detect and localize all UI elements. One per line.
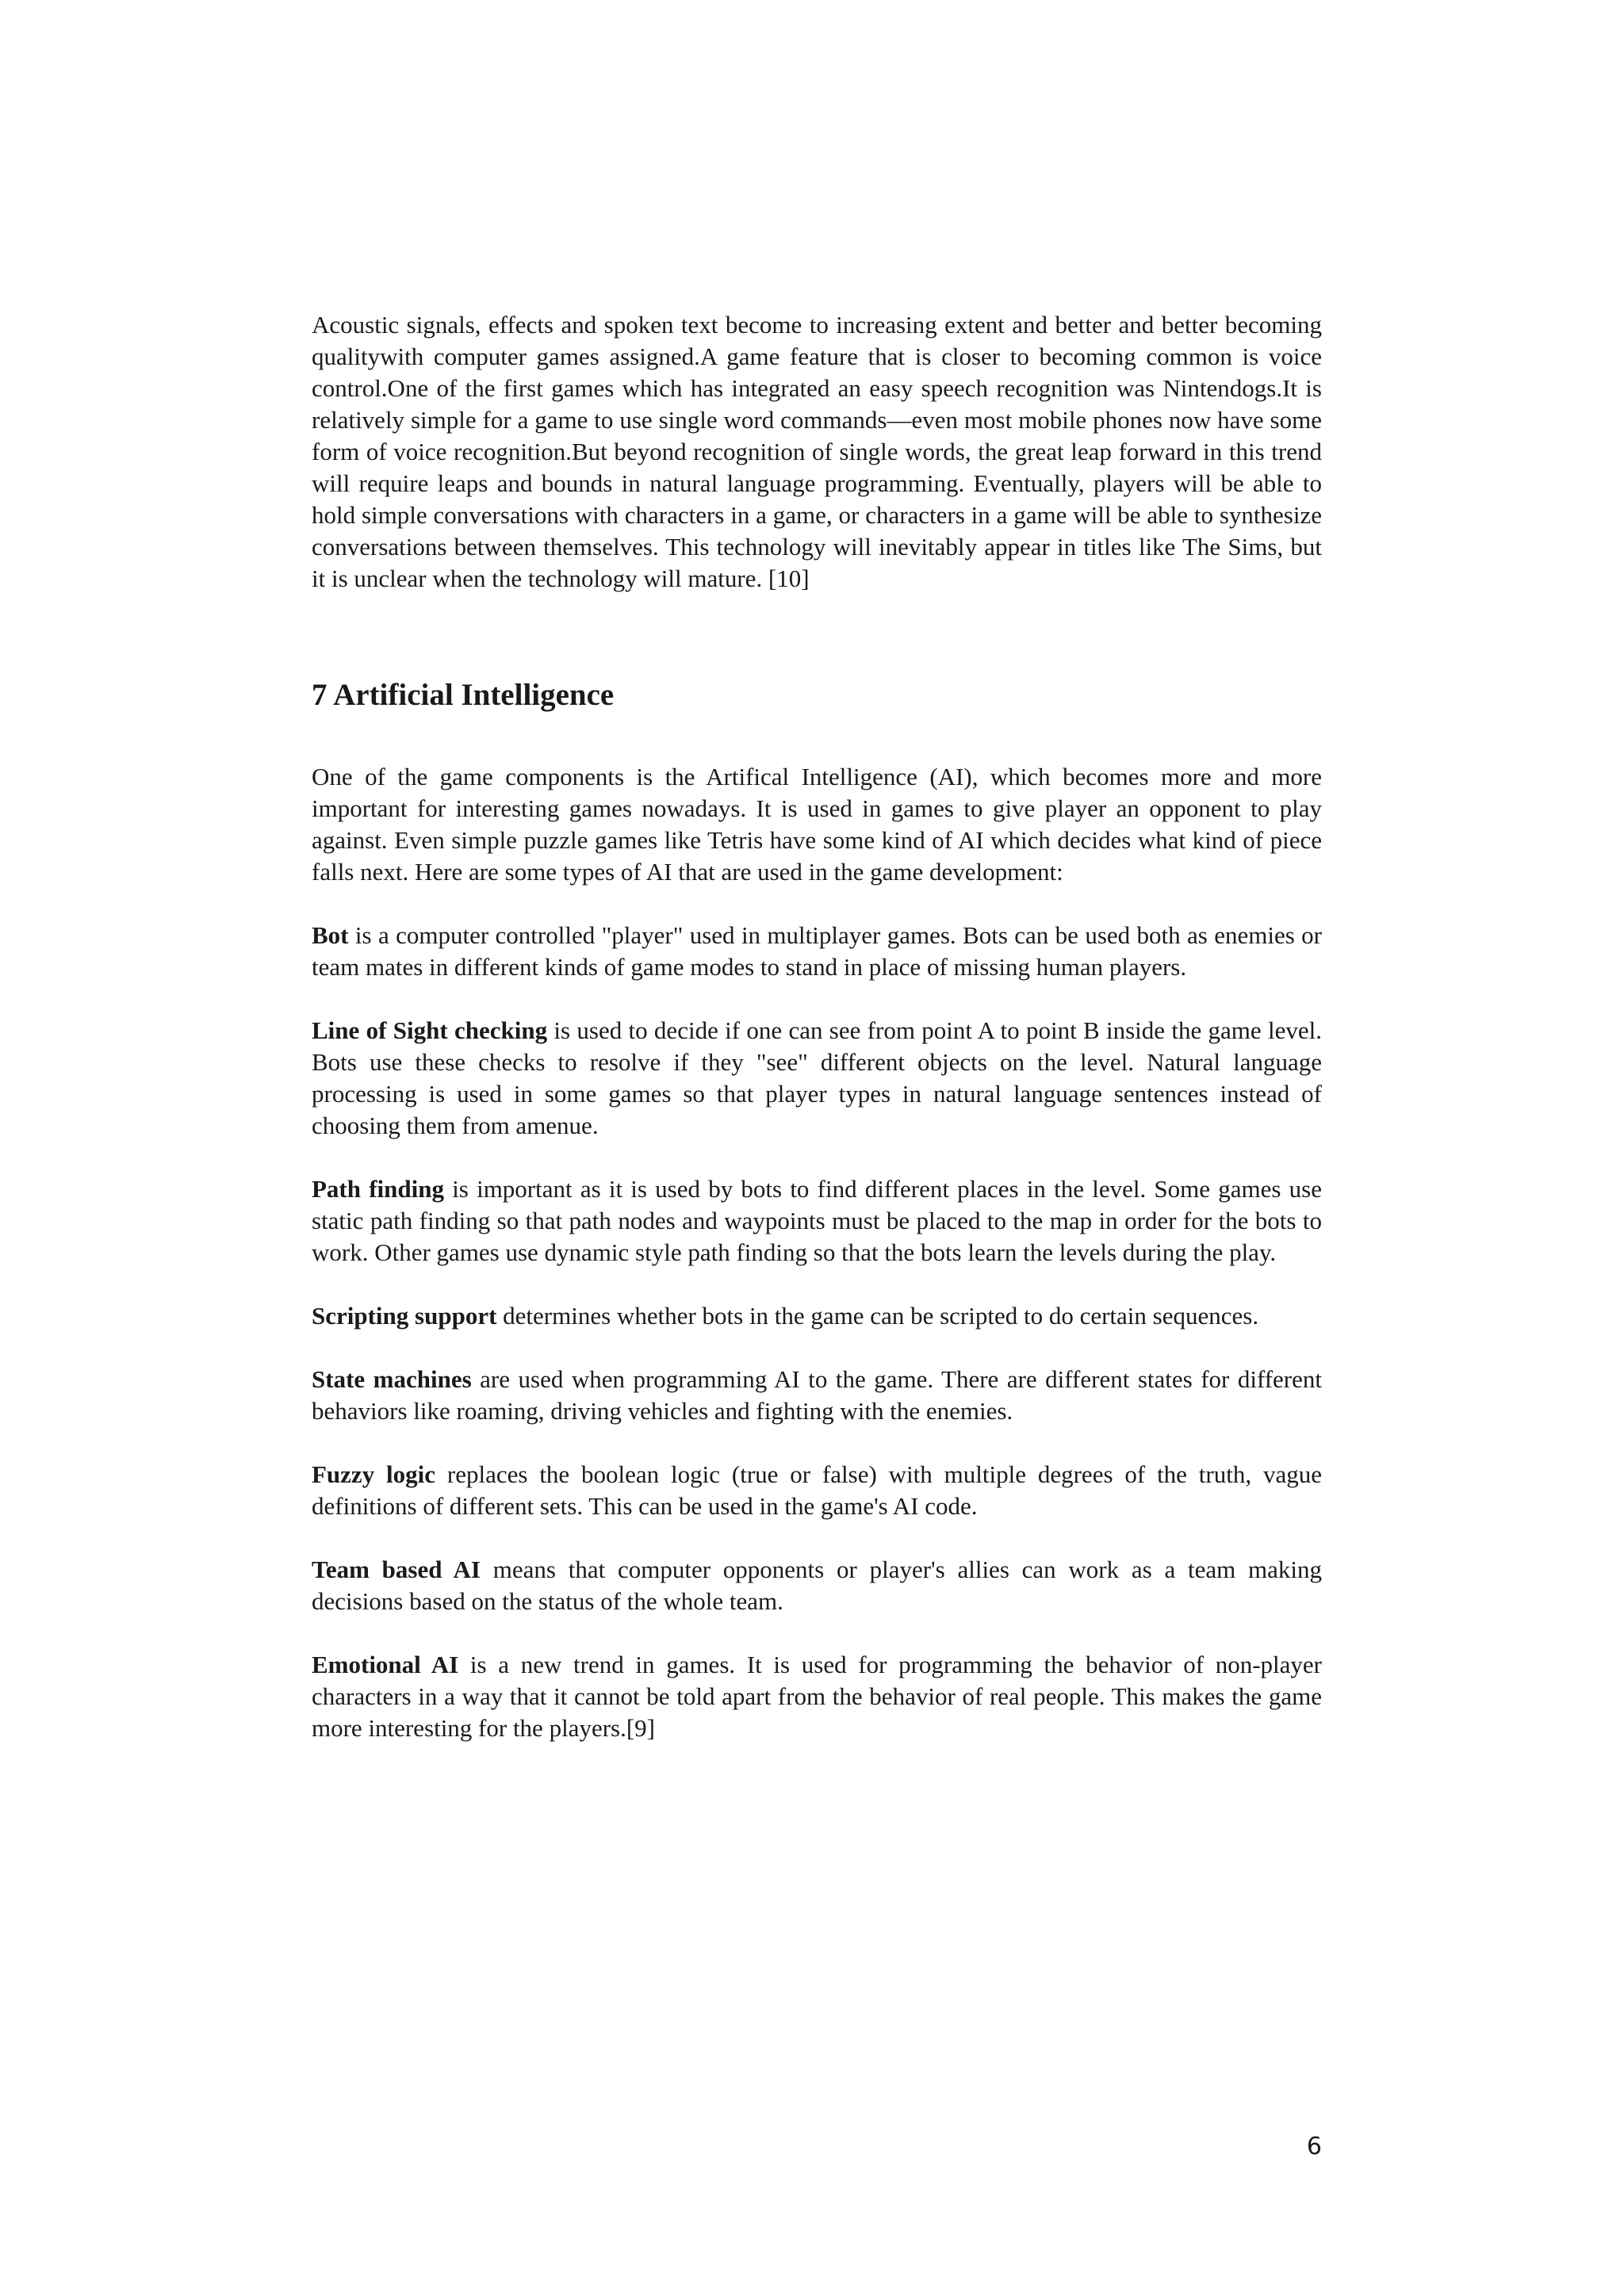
definition-text: determines whether bots in the game can be scripted to do certain sequences.	[496, 1302, 1259, 1330]
definition-term: Bot	[312, 921, 349, 949]
definition-term: Emotional AI	[312, 1651, 459, 1678]
definition-emotional-ai	[312, 1649, 1322, 1744]
page-body	[312, 309, 1322, 1744]
definition-term: Team based AI	[312, 1556, 481, 1583]
definition-term: State machines	[312, 1365, 472, 1393]
definition-text: means that computer opponents or player's allies can work as a team making decisions based on the status of the whole team.	[312, 1556, 1322, 1615]
definition-text: is used to decide if one can see from point A to point B inside the game level. Bots use these checks to resolve if they "see" different objects on the level. Natural language processing is used in some games so that player types in natural language sentences instead of choosing them from amenue.	[312, 1016, 1322, 1139]
definition-text: are used when programming AI to the game. There are different states for different behaviors like roaming, driving vehicles and fighting with the enemies.	[312, 1365, 1322, 1425]
section-heading: 7 Artificial Intelligence	[312, 678, 615, 712]
definition-text: is important as it is used by bots to find different places in the level. Some games use static path finding so that path nodes and waypoints must be placed to the map in order for the bots to work. Other games use dynamic style path finding so that the bots learn the levels during the play.	[312, 1175, 1322, 1266]
intro-paragraph: Acoustic signals, effects and spoken text become to increasing extent and better and better becoming qualitywith computer games assigned.A game feature that is closer to becoming common is voice control.One of the first games which has integrated an easy speech recognition was Nintendogs.It is relatively simple for a game to use single word commands—even most mobile phones now have some form of voice recognition.But beyond recognition of single words, the great leap forward in this trend will require leaps and bounds in natural language programming. Eventually, players will be able to hold simple conversations with characters in a game, or characters in a game will be able to synthesize conversations between themselves. This technology will inevitably appear in titles like The Sims, but it is unclear when the technology will mature. [10]	[312, 311, 1322, 592]
definition-term: Line of Sight checking	[312, 1016, 548, 1044]
definition-scripting-support	[312, 1300, 1322, 1332]
definition-text: replaces the boolean logic (true or false) with multiple degrees of the truth, vague definitions of different sets. This can be used in the game's AI code.	[312, 1460, 1322, 1520]
definition-term: Fuzzy logic	[312, 1460, 436, 1488]
definition-bot	[312, 920, 1322, 983]
page-number: 6	[1306, 2133, 1322, 2160]
definition-term: Path finding	[312, 1175, 444, 1203]
definition-team-based-ai	[312, 1554, 1322, 1617]
definition-text: is a new trend in games. It is used for programming the behavior of non-player characters in a way that it cannot be told apart from the behavior of real people. This makes the game more interesting for the players.[9]	[312, 1651, 1323, 1742]
section-lead-paragraph: One of the game components is the Artifical Intelligence (AI), which becomes more and more important for interesting games nowadays. It is used in games to give player an opponent to play against. Even simple puzzle games like Tetris have some kind of AI which decides what kind of piece falls next. Here are some types of AI that are used in the game development:	[312, 763, 1322, 886]
definition-text: is a computer controlled "player" used in multiplayer games. Bots can be used both as enemies or team mates in different kinds of game modes to stand in place of missing human players.	[312, 921, 1322, 981]
definition-term: Scripting support	[312, 1302, 497, 1330]
definition-line-of-sight	[312, 1015, 1322, 1142]
definition-fuzzy-logic	[312, 1459, 1322, 1522]
definition-path-finding	[312, 1173, 1322, 1269]
definition-state-machines	[312, 1364, 1322, 1427]
